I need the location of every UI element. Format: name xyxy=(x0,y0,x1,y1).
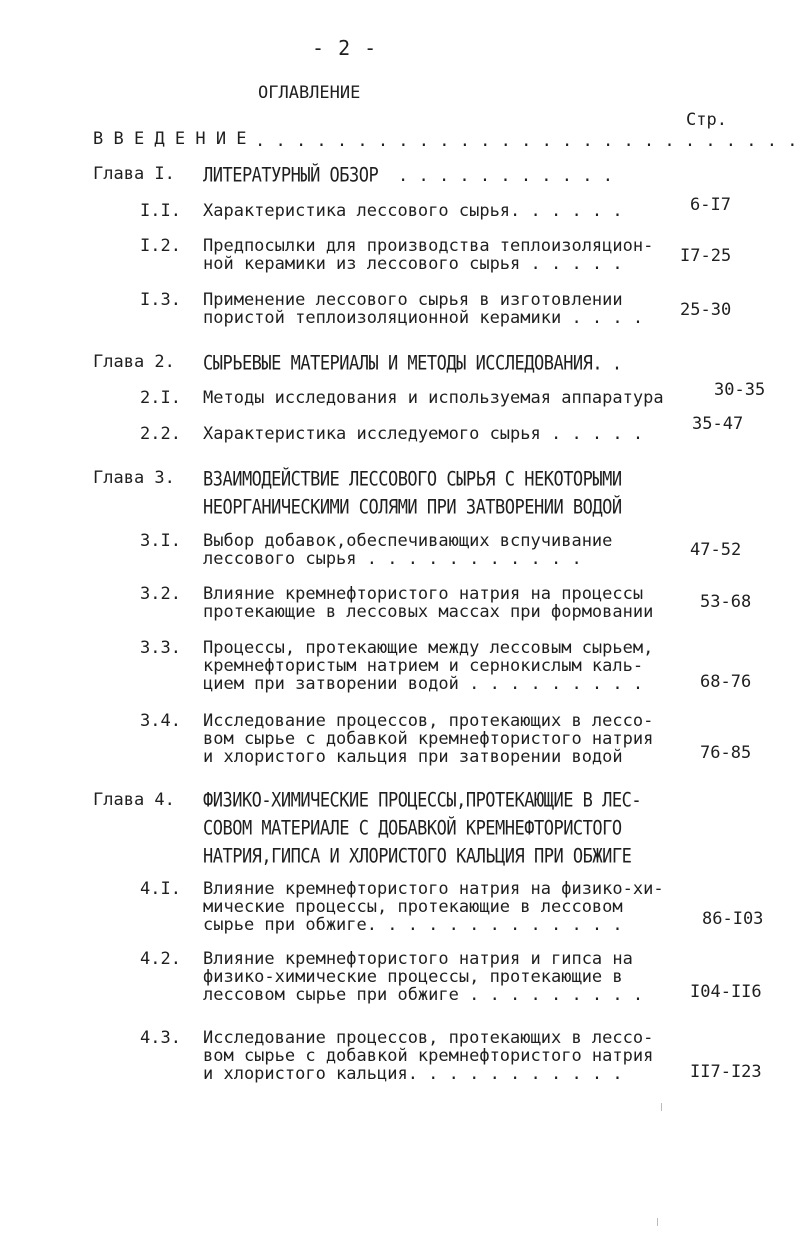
section-line: и хлористого кальция. . . . . . . . . . . xyxy=(203,1064,623,1084)
chapter-dots: . . . . . . . . . . . xyxy=(398,166,613,186)
section-number: 3.3. xyxy=(140,638,181,658)
section-line: кремнефтористым натрием и сернокислым каль- xyxy=(203,656,644,676)
section-number: 3.4. xyxy=(140,711,181,731)
section-line: Характеристика лессового сырья. . . . . . xyxy=(203,201,623,221)
section-line: Выбор добавок,обеспечивающих вспучивание xyxy=(203,531,613,551)
section-line: Процессы, протекающие между лессовым сырьем, xyxy=(203,638,654,658)
chapter-title: СЫРЬЕВЫЕ МАТЕРИАЛЫ И МЕТОДЫ ИССЛЕДОВАНИЯ. . xyxy=(203,352,622,375)
page-column-label: Стр. xyxy=(686,110,727,130)
page-number: - 2 - xyxy=(312,36,378,60)
chapter-title-line: СОВОМ МАТЕРИАЛЕ С ДОБАВКОЙ КРЕМНЕФТОРИСТОГО xyxy=(203,817,622,840)
section-line: протекающие в лессовых массах при формовании xyxy=(203,602,654,622)
section-number: 4.2. xyxy=(140,949,181,969)
section-line: Влияние кремнефтористого натрия на физико-хи- xyxy=(203,879,664,899)
intro-dots: . . . . . . . . . . . . . . . . . . . . . . . . . . . xyxy=(255,131,798,151)
section-number: 3.I. xyxy=(140,531,181,551)
section-number: 2.2. xyxy=(140,424,181,444)
intro-label: В В Е Д Е Н И Е xyxy=(93,129,247,149)
section-pages: 30-35 xyxy=(714,380,766,400)
chapter-title-line: ФИЗИКО-ХИМИЧЕСКИЕ ПРОЦЕССЫ,ПРОТЕКАЮЩИЕ В ЛЕС- xyxy=(203,789,642,812)
section-line: Методы исследования и используемая аппаратура xyxy=(203,388,664,408)
section-number: I.I. xyxy=(140,201,181,221)
section-line: Характеристика исследуемого сырья . . . . . xyxy=(203,424,644,444)
section-line: вом сырье с добавкой кремнефтористого натрия xyxy=(203,1046,654,1066)
chapter-title: ЛИТЕРАТУРНЫЙ ОБЗОР xyxy=(203,164,379,187)
section-line: Предпосылки для производства теплоизоляцион- xyxy=(203,236,654,256)
section-number: I.3. xyxy=(140,290,181,310)
chapter-title-line: ВЗАИМОДЕЙСТВИЕ ЛЕССОВОГО СЫРЬЯ С НЕКОТОРЫМИ xyxy=(203,468,622,491)
section-pages: 86-I03 xyxy=(702,909,764,929)
section-line: сырье при обжиге. . . . . . . . . . . . . xyxy=(203,915,623,935)
section-pages: I7-25 xyxy=(680,246,732,266)
section-pages: 53-68 xyxy=(700,592,752,612)
section-line: Влияние кремнефтористого натрия и гипса на xyxy=(203,949,633,969)
section-line: и хлористого кальция при затворении водой xyxy=(203,747,623,767)
section-pages: 6-I7 xyxy=(690,195,731,215)
section-line: мические процессы, протекающие в лессовом xyxy=(203,897,623,917)
section-line: цием при затворении водой . . . . . . . . . xyxy=(203,674,644,694)
chapter-title-line: НАТРИЯ,ГИПСА И ХЛОРИСТОГО КАЛЬЦИЯ ПРИ ОБЖИГЕ xyxy=(203,845,632,868)
section-line: ной керамики из лессового сырья . . . . . xyxy=(203,254,623,274)
section-number: 2.I. xyxy=(140,388,181,408)
section-number: 3.2. xyxy=(140,584,181,604)
section-number: 4.3. xyxy=(140,1028,181,1048)
section-line: Исследование процессов, протекающих в лессо- xyxy=(203,711,654,731)
section-pages: 25-30 xyxy=(680,300,732,320)
chapter-label: Глава I. xyxy=(93,164,175,184)
chapter-title-line: НЕОРГАНИЧЕСКИМИ СОЛЯМИ ПРИ ЗАТВОРЕНИИ ВОДОЙ xyxy=(203,496,622,519)
section-number: I.2. xyxy=(140,236,181,256)
section-pages: 76-85 xyxy=(700,743,752,763)
chapter-label: Глава 2. xyxy=(93,352,175,372)
toc-title: ОГЛАВЛЕНИЕ xyxy=(258,83,361,103)
scan-mark xyxy=(661,1103,662,1111)
chapter-label: Глава 4. xyxy=(93,790,175,810)
section-line: лессового сырья . . . . . . . . . . . xyxy=(203,549,582,569)
section-line: Применение лессового сырья в изготовлении xyxy=(203,290,623,310)
scan-mark xyxy=(657,1218,658,1226)
section-line: пористой теплоизоляционной керамики . . . . xyxy=(203,308,644,328)
chapter-label: Глава 3. xyxy=(93,468,175,488)
section-number: 4.I. xyxy=(140,879,181,899)
section-pages: 68-76 xyxy=(700,672,752,692)
section-line: Исследование процессов, протекающих в лессо- xyxy=(203,1028,654,1048)
section-pages: 47-52 xyxy=(690,540,742,560)
section-pages: 35-47 xyxy=(692,414,744,434)
section-pages: II7-I23 xyxy=(690,1062,762,1082)
section-line: Влияние кремнефтористого натрия на процессы xyxy=(203,584,644,604)
section-line: лессовом сырье при обжиге . . . . . . . . . xyxy=(203,985,644,1005)
section-line: вом сырье с добавкой кремнефтористого натрия xyxy=(203,729,654,749)
section-line: физико-химические процессы, протекающие в xyxy=(203,967,623,987)
section-pages: I04-II6 xyxy=(690,982,762,1002)
